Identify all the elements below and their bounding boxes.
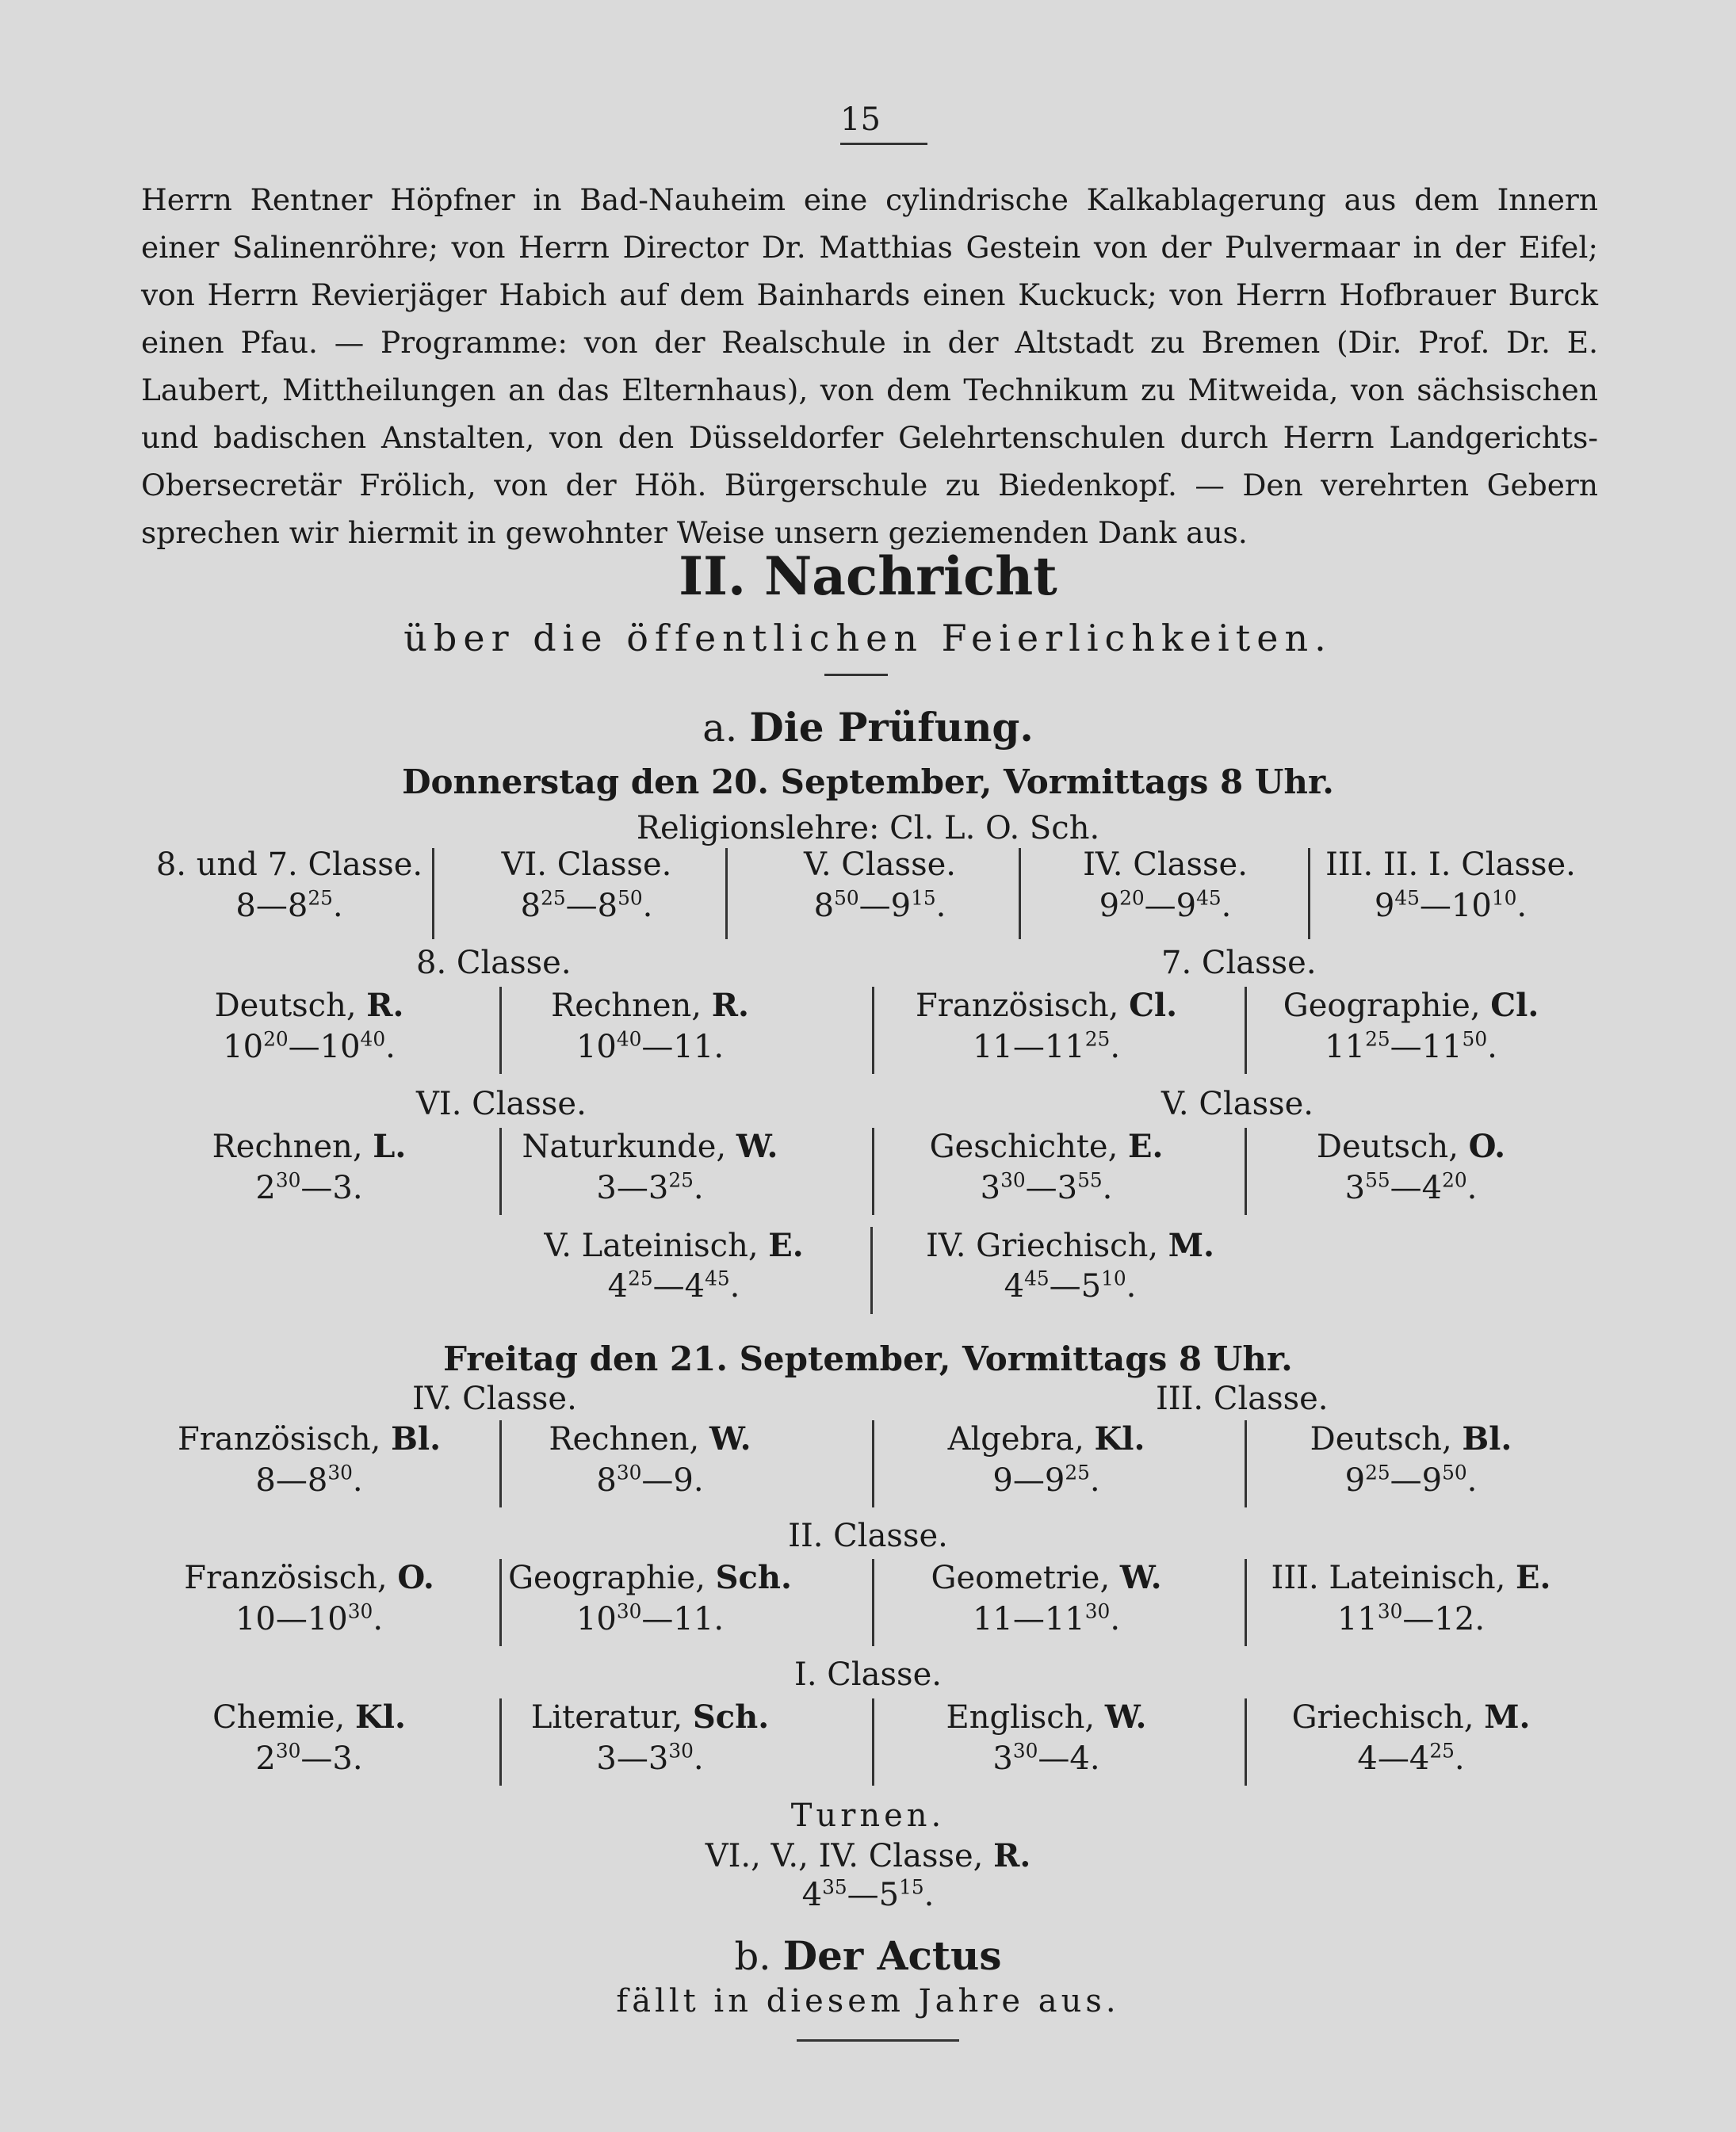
time-slot	[1237, 1029, 1585, 1065]
time-range: $8^{25}—8^{50}$.	[520, 886, 653, 924]
subject-label: Französisch,	[177, 1421, 381, 1458]
subsection-a-label: a.	[702, 706, 738, 751]
subject-cell	[864, 987, 1229, 1024]
turnen-class-list: VI., V., IV. Classe,	[705, 1838, 984, 1874]
subject-label: Deutsch,	[1316, 1129, 1459, 1165]
column-divider	[499, 1420, 502, 1507]
teacher-abbr: Sch.	[692, 1698, 770, 1736]
column-divider	[872, 1698, 874, 1786]
subsection-b-label: b.	[734, 1935, 771, 1979]
subject-cell	[135, 1559, 484, 1596]
teacher-abbr: Cl.	[1490, 987, 1539, 1024]
intro-paragraph	[141, 176, 1598, 556]
teacher-abbr: W.	[1104, 1698, 1147, 1736]
teacher-abbr: E.	[768, 1227, 804, 1264]
subject-label: Geometrie,	[931, 1560, 1111, 1596]
subject-label: Englisch,	[946, 1699, 1096, 1736]
religion-class	[1031, 846, 1300, 883]
subject-cell	[1237, 1128, 1585, 1165]
time-range: $3^{30}—4$.	[992, 1739, 1100, 1777]
time-range: $9^{45}—10^{10}$.	[1374, 886, 1528, 924]
subject-cell	[864, 1128, 1229, 1165]
subject-label: III. II. I. Classe.	[1325, 846, 1576, 883]
teacher-abbr: W.	[736, 1128, 778, 1165]
teacher-abbr: W.	[709, 1420, 751, 1458]
subject-cell	[484, 1227, 864, 1264]
time-range: $9^{25}—9^{50}$.	[1344, 1461, 1478, 1499]
day1-block2-left-class: VI. Classe.	[416, 1086, 587, 1122]
subject-label: Geschichte,	[929, 1129, 1118, 1165]
subject-label: Geographie,	[508, 1560, 705, 1596]
time-range: $8—8^{30}$.	[255, 1461, 363, 1499]
time-slot	[491, 1740, 809, 1777]
teacher-abbr: E.	[1128, 1128, 1164, 1165]
day2-block3-class: I. Classe.	[794, 1656, 942, 1693]
section-subtitle: über die öffentlichen Feierlichkeiten.	[403, 617, 1333, 659]
intro-text: Herrn Rentner Höpfner in Bad-Nauheim eine cylindrische Kalkablagerung aus dem Innern einer Salinenröhre; von Herrn Director Dr. Matthias Gestein von der Pulvermaar in der Eifel; von Herrn Revierjäger Habich auf dem Bainhards einen Kuckuck; von Herrn Hofbrauer Burck einen Pfau. — Programme: von der Realschule in der Altstadt zu Bremen (Dir. Prof. Dr. E. Laubert, Mittheilungen an das Elternhaus), von dem Technikum zu Mitweida, von sächsischen und badischen Anstalten, von den Düsseldorfer Gelehrtenschulen durch Herrn Landgerichts-Obersecretär Frölich, von der Höh. Bürgerschule zu Biedenkopf. — Den verehrten Gebern sprechen wir hiermit in gewohnter Weise unsern geziemenden Dank aus.	[141, 182, 1598, 550]
teacher-abbr: R.	[366, 987, 404, 1024]
column-divider	[870, 1227, 873, 1314]
teacher-abbr: O.	[397, 1559, 434, 1596]
subject-cell	[135, 1420, 484, 1458]
time-range: $11^{30}—12$.	[1336, 1599, 1486, 1637]
time-range: $3—3^{30}$.	[596, 1739, 704, 1777]
time-range: $4^{45}—5^{10}$.	[1004, 1267, 1137, 1305]
turnen-time	[0, 1877, 1736, 1913]
teacher-abbr: Cl.	[1129, 987, 1178, 1024]
time-slot	[135, 1740, 484, 1777]
time-slot	[864, 1462, 1229, 1499]
subsection-b-text: fällt in diesem Jahre aus.	[616, 1983, 1120, 2019]
time-range: $2^{30}—3$.	[255, 1739, 363, 1777]
column-divider	[1245, 1698, 1247, 1786]
subject-label: Französisch,	[915, 988, 1119, 1024]
subject-cell	[864, 1559, 1229, 1596]
day1-block1-left-class: 8. Classe.	[416, 945, 572, 981]
turnen-title: Turnen.	[790, 1798, 946, 1834]
column-divider	[499, 1559, 502, 1646]
subject-cell	[880, 1227, 1260, 1264]
subject-cell	[1237, 1420, 1585, 1458]
day2-block1-right-class: III. Classe.	[1156, 1381, 1329, 1417]
subject-cell	[491, 1420, 809, 1458]
section-heading	[0, 545, 1736, 607]
column-divider	[872, 987, 874, 1074]
time-range: $3^{30}—3^{55}$.	[980, 1168, 1113, 1206]
page-number-rule	[840, 143, 927, 145]
time-slot	[1237, 1740, 1585, 1777]
teacher-abbr: Bl.	[1462, 1420, 1512, 1458]
teacher-abbr: M.	[1484, 1698, 1531, 1736]
teacher-abbr: Bl.	[391, 1420, 442, 1458]
time-slot	[880, 1268, 1260, 1305]
column-divider	[872, 1559, 874, 1646]
time-slot	[864, 1601, 1229, 1637]
end-rule	[797, 2039, 959, 2042]
religion-class	[444, 846, 729, 883]
subject-cell	[491, 1559, 809, 1596]
time-range: $9^{20}—9^{45}$.	[1099, 886, 1232, 924]
subject-label: IV. Griechisch,	[926, 1228, 1159, 1264]
column-divider	[1245, 1420, 1247, 1507]
column-divider	[1245, 1559, 1247, 1646]
turnen-teacher: R.	[993, 1837, 1031, 1874]
subsection-a-title: Die Prüfung.	[749, 704, 1034, 751]
teacher-abbr: W.	[1119, 1559, 1162, 1596]
time-slot	[491, 1170, 809, 1206]
time-slot	[491, 1462, 809, 1499]
subject-label: Algebra,	[947, 1421, 1084, 1458]
heading-roman: II.	[679, 545, 746, 607]
turnen-classes	[0, 1837, 1736, 1874]
column-divider	[432, 848, 434, 939]
subject-cell	[135, 1698, 484, 1736]
column-divider	[872, 1420, 874, 1507]
time-range: $10—10^{30}$.	[235, 1599, 384, 1637]
subject-label: IV. Classe.	[1083, 846, 1248, 883]
subject-label: Rechnen,	[551, 988, 702, 1024]
subject-label: V. Classe.	[803, 846, 956, 883]
time-range: $4^{35}—5^{15}$.	[801, 1875, 935, 1913]
time-range: $8^{50}—9^{15}$.	[813, 886, 946, 924]
subject-label: Deutsch,	[1310, 1421, 1452, 1458]
subject-cell	[135, 1128, 484, 1165]
time-slot	[135, 1029, 484, 1065]
subsection-b-title: Der Actus	[782, 1932, 1002, 1979]
subject-label: Rechnen,	[549, 1421, 700, 1458]
time-slot	[135, 1170, 484, 1206]
column-divider	[1245, 1128, 1247, 1215]
column-divider	[499, 1698, 502, 1786]
column-divider	[499, 1128, 502, 1215]
day2-block2-class: II. Classe.	[788, 1518, 948, 1554]
day2-block1-left-class: IV. Classe.	[412, 1381, 577, 1417]
time-slot	[1300, 888, 1601, 924]
divider	[824, 674, 888, 676]
time-slot	[491, 1601, 809, 1637]
time-slot	[1237, 1462, 1585, 1499]
time-range: $4—4^{25}$.	[1357, 1739, 1465, 1777]
time-slot	[491, 1029, 809, 1065]
teacher-abbr: E.	[1516, 1559, 1551, 1596]
time-slot	[864, 1170, 1229, 1206]
time-range: $10^{20}—10^{40}$.	[223, 1027, 396, 1065]
subject-label: III. Lateinisch,	[1271, 1560, 1506, 1596]
time-slot	[1031, 888, 1300, 924]
subject-cell	[864, 1420, 1229, 1458]
time-range: $4^{25}—4^{45}$.	[607, 1267, 740, 1305]
teacher-abbr: L.	[373, 1128, 407, 1165]
time-range: $9—9^{25}$.	[992, 1461, 1100, 1499]
subject-cell	[491, 987, 809, 1024]
religion-heading: Religionslehre: Cl. L. O. Sch.	[636, 810, 1100, 846]
subject-label: Geographie,	[1283, 988, 1481, 1024]
teacher-abbr: R.	[711, 987, 749, 1024]
subsection-a-heading	[0, 704, 1736, 751]
time-range: $8^{30}—9$.	[596, 1461, 704, 1499]
time-slot	[135, 888, 444, 924]
time-slot	[1237, 1601, 1585, 1637]
time-slot	[444, 888, 729, 924]
time-range: $11^{25}—11^{50}$.	[1325, 1027, 1497, 1065]
column-divider	[499, 987, 502, 1074]
subject-cell	[491, 1698, 809, 1736]
teacher-abbr: M.	[1168, 1227, 1214, 1264]
religion-class	[737, 846, 1023, 883]
time-slot	[737, 888, 1023, 924]
time-range: $10^{30}—11$.	[575, 1599, 725, 1637]
subject-label: Chemie,	[212, 1699, 346, 1736]
time-range: $2^{30}—3$.	[255, 1168, 363, 1206]
column-divider	[872, 1128, 874, 1215]
teacher-abbr: Kl.	[354, 1698, 406, 1736]
column-divider	[1308, 848, 1310, 939]
subject-label: Deutsch,	[214, 988, 357, 1024]
column-divider	[725, 848, 728, 939]
subject-cell	[135, 987, 484, 1024]
time-range: $3^{55}—4^{20}$.	[1344, 1168, 1478, 1206]
time-slot	[864, 1740, 1229, 1777]
subsection-b-heading	[0, 1932, 1736, 1979]
subject-cell	[491, 1128, 809, 1165]
day1-block2-right-class: V. Classe.	[1161, 1086, 1314, 1122]
time-slot	[1237, 1170, 1585, 1206]
subject-cell	[1237, 1559, 1585, 1596]
day1-block1-right-class: 7. Classe.	[1161, 945, 1317, 981]
time-range: $8—8^{25}$.	[235, 886, 343, 924]
teacher-abbr: O.	[1468, 1128, 1506, 1165]
day1-heading: Donnerstag den 20. September, Vormittags 8 Uhr.	[402, 762, 1334, 801]
column-divider	[1245, 987, 1247, 1074]
subject-label: V. Lateinisch,	[544, 1228, 759, 1264]
time-slot	[135, 1462, 484, 1499]
time-slot	[864, 1029, 1229, 1065]
subject-cell	[1237, 987, 1585, 1024]
subject-label: VI. Classe.	[501, 846, 672, 883]
subject-label: Literatur,	[530, 1699, 683, 1736]
time-slot	[484, 1268, 864, 1305]
time-range: $10^{40}—11$.	[575, 1027, 725, 1065]
time-range: $3—3^{25}$.	[596, 1168, 704, 1206]
subject-label: Französisch,	[184, 1560, 388, 1596]
time-range: $11—11^{25}$.	[972, 1027, 1121, 1065]
subject-label: Rechnen,	[212, 1129, 363, 1165]
subject-label: Griechisch,	[1291, 1699, 1474, 1736]
page-number: 15	[840, 101, 881, 138]
subject-cell	[864, 1698, 1229, 1736]
day2-heading: Freitag den 21. September, Vormittags 8 Uhr.	[443, 1339, 1293, 1378]
subject-cell	[1237, 1698, 1585, 1736]
subject-label: Naturkunde,	[522, 1129, 727, 1165]
time-slot	[135, 1601, 484, 1637]
religion-class	[135, 846, 444, 883]
teacher-abbr: Sch.	[715, 1559, 792, 1596]
time-range: $11—11^{30}$.	[972, 1599, 1121, 1637]
teacher-abbr: Kl.	[1094, 1420, 1145, 1458]
heading-title: Nachricht	[763, 545, 1057, 607]
religion-class	[1300, 846, 1601, 883]
subject-label: 8. und 7. Classe.	[155, 846, 423, 883]
column-divider	[1019, 848, 1021, 939]
